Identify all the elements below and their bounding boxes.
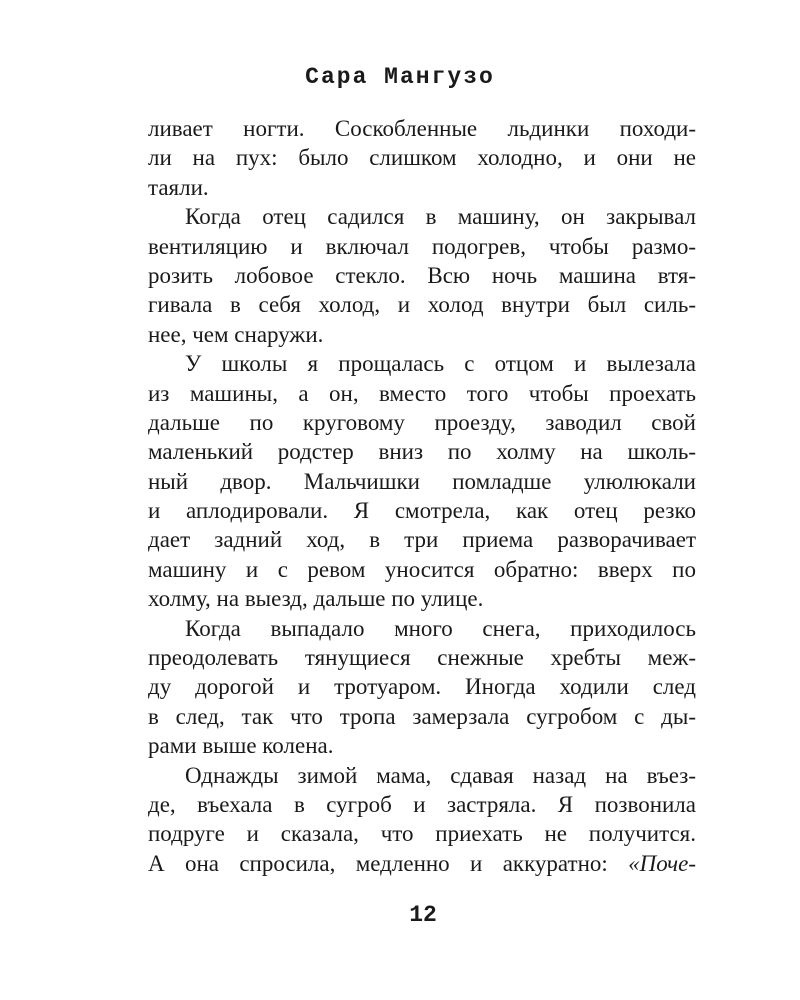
page-number: 12 [409,902,437,928]
text-line: ный двор. Мальчишки помладше улюлюкали [148,468,696,494]
text-line-plain: А она спросила, медленно и аккуратно: [148,850,629,876]
text-line: и аплодировали. Я смотрела, как отец резко [148,498,696,524]
text-line: таяли. [148,174,209,200]
text-line: машину и с ревом уносится обратно: вверх по [148,556,696,582]
text-line: У школы я прощалась с отцом и вылезала [185,351,696,377]
body-text [148,114,696,878]
text-line: холму, на выезд, дальше по улице. [148,586,484,612]
text-line: де, въехала в сугроб и застряла. Я позвонила [148,791,696,817]
text-line: нее, чем снаружи. [148,321,324,347]
text-line: Когда отец садился в машину, он закрывал [185,204,696,230]
text-line: маленький родстер вниз по холму на школь- [148,439,696,465]
text-line: гивала в себя холод, и холод внутри был силь- [148,292,696,318]
text-line: ливает ногти. Соскобленные льдинки походи- [148,116,696,141]
text-line-final [148,849,696,878]
text-line: дает задний ход, в три приема разворачивает [148,527,696,553]
text-line: Однажды зимой мама, сдавая назад на въез- [185,762,696,788]
text-line: из машины, а он, вместо того чтобы проехать [148,380,696,406]
text-line: ли на пух: было слишком холодно, и они не [148,145,696,171]
text-line: вентиляцию и включал подогрев, чтобы размо- [148,233,696,259]
text-line: подруге и сказала, что приехать не получится. [148,821,696,847]
text-line: Когда выпадало много снега, приходилось [185,615,696,641]
italic-quote-start: «Поче- [628,850,696,876]
text-line: ду дорогой и тротуаром. Иногда ходили след [148,674,696,700]
running-head-author: Сара Мангузо [305,64,495,90]
text-line: розить лобовое стекло. Всю ночь машина втя- [148,262,696,288]
text-line: дальше по круговому проезду, заводил свой [148,409,696,435]
text-line: в след, так что тропа замерзала сугробом с ды- [148,703,696,729]
text-line: рами выше колена. [148,733,334,759]
text-line: преодолевать тянущиеся снежные хребты меж- [148,645,696,671]
